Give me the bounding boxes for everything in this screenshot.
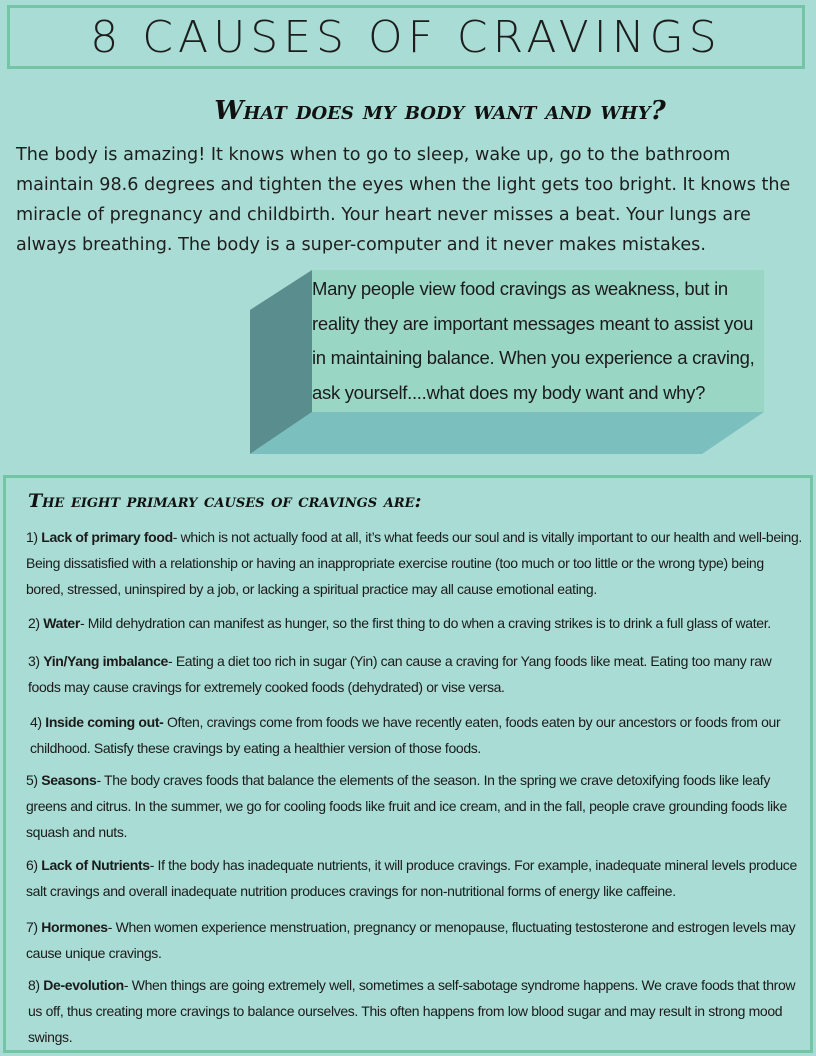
cause-number: 7): [26, 919, 38, 935]
cause-number: 1): [26, 529, 38, 545]
cause-term: Lack of primary food: [41, 529, 173, 545]
cause-term: De-evolution: [43, 977, 124, 993]
cause-number: 6): [26, 857, 38, 873]
cause-term: Lack of Nutrients: [41, 857, 150, 873]
cause-item: [26, 767, 804, 845]
cause-number: 8): [28, 977, 40, 993]
cause-item: [26, 852, 804, 904]
cause-term: Yin/Yang imbalance: [43, 653, 168, 669]
cause-item: [28, 972, 806, 1050]
cause-item: [26, 914, 804, 966]
cause-text: - The body craves foods that balance the elements of the season. In the spring we crave detoxifying foods like leafy greens and citrus. In the summer, we go for cooling foods like fruit and ice cream, and in the fall, people crave grounding foods like squash and nuts.: [26, 772, 787, 840]
cause-number: 3): [28, 653, 40, 669]
cause-text: - When women experience menstruation, pregnancy or menopause, fluctuating testosterone and estrogen levels may cause unique cravings.: [26, 919, 796, 961]
cause-number: 4): [30, 714, 42, 730]
cause-item: [28, 610, 806, 636]
callout-bottom-face: [250, 412, 764, 454]
cause-term: Hormones: [41, 919, 108, 935]
cause-text: Often, cravings come from foods we have recently eaten, foods eaten by our ancestors or foods from our childhood. Satisfy these cravings by eating a healthier version of those foods.: [30, 714, 781, 756]
cause-text: - Mild dehydration can manifest as hunger, so the first thing to do when a craving strikes is to drink a full glass of water.: [79, 615, 771, 631]
cause-term: Inside coming out-: [45, 714, 164, 730]
cause-item: [28, 648, 806, 700]
causes-heading: The eight primary causes of cravings are:: [28, 490, 422, 512]
cause-item: [26, 524, 804, 602]
cause-text: - Eating a diet too rich in sugar (Yin) can cause a craving for Yang foods like meat. Eating too many raw foods may cause cravings for extremely cooked foods (dehydrated) or vise versa.: [28, 653, 772, 695]
page-subtitle: What does my body want and why?: [214, 96, 666, 126]
cause-term: Water: [43, 615, 80, 631]
title-banner: [7, 5, 805, 69]
cause-number: 5): [26, 772, 38, 788]
cause-text: - When things are going extremely well, sometimes a self-sabotage syndrome happens. We crave foods that throw us off, thus creating more cravings to balance ourselves. This often happens from low blood sugar and may result in strong mood swings.: [28, 977, 796, 1045]
cause-text: - If the body has inadequate nutrients, it will produce cravings. For example, inadequate mineral levels produce salt cravings and overall inadequate nutrition produces cravings for non-nutritional forms of energy like caffeine.: [26, 857, 797, 899]
callout-box: [250, 268, 770, 460]
callout-text: Many people view food cravings as weakness, but in reality they are important messages meant to assist you in maintaining balance. When you experience a craving, ask yourself....what does my body want and why?: [312, 278, 755, 403]
cause-text: - which is not actually food at all, it’s what feeds our soul and is vitally important to our health and well-being. Being dissatisfied with a relationship or having an inappropriate exercise routine (too much or too little or the wrong type) being bored, stressed, uninspired by a job, or lacking a spiritual practice may all cause emotional eating.: [26, 529, 802, 597]
cause-item: [30, 709, 808, 761]
intro-paragraph: The body is amazing! It knows when to go to sleep, wake up, go to the bathroom maintain 98.6 degrees and tighten the eyes when the light gets too bright. It knows the miracle of pregnancy and childbirth. Your heart never misses a beat. Your lungs are always breathing. The body is a super-computer and it never makes mistakes.: [16, 145, 791, 255]
cause-number: 2): [28, 615, 40, 631]
cause-term: Seasons: [41, 772, 97, 788]
page-title: 8 CAUSES OF CRAVINGS: [90, 11, 722, 63]
causes-section: [3, 475, 813, 1053]
